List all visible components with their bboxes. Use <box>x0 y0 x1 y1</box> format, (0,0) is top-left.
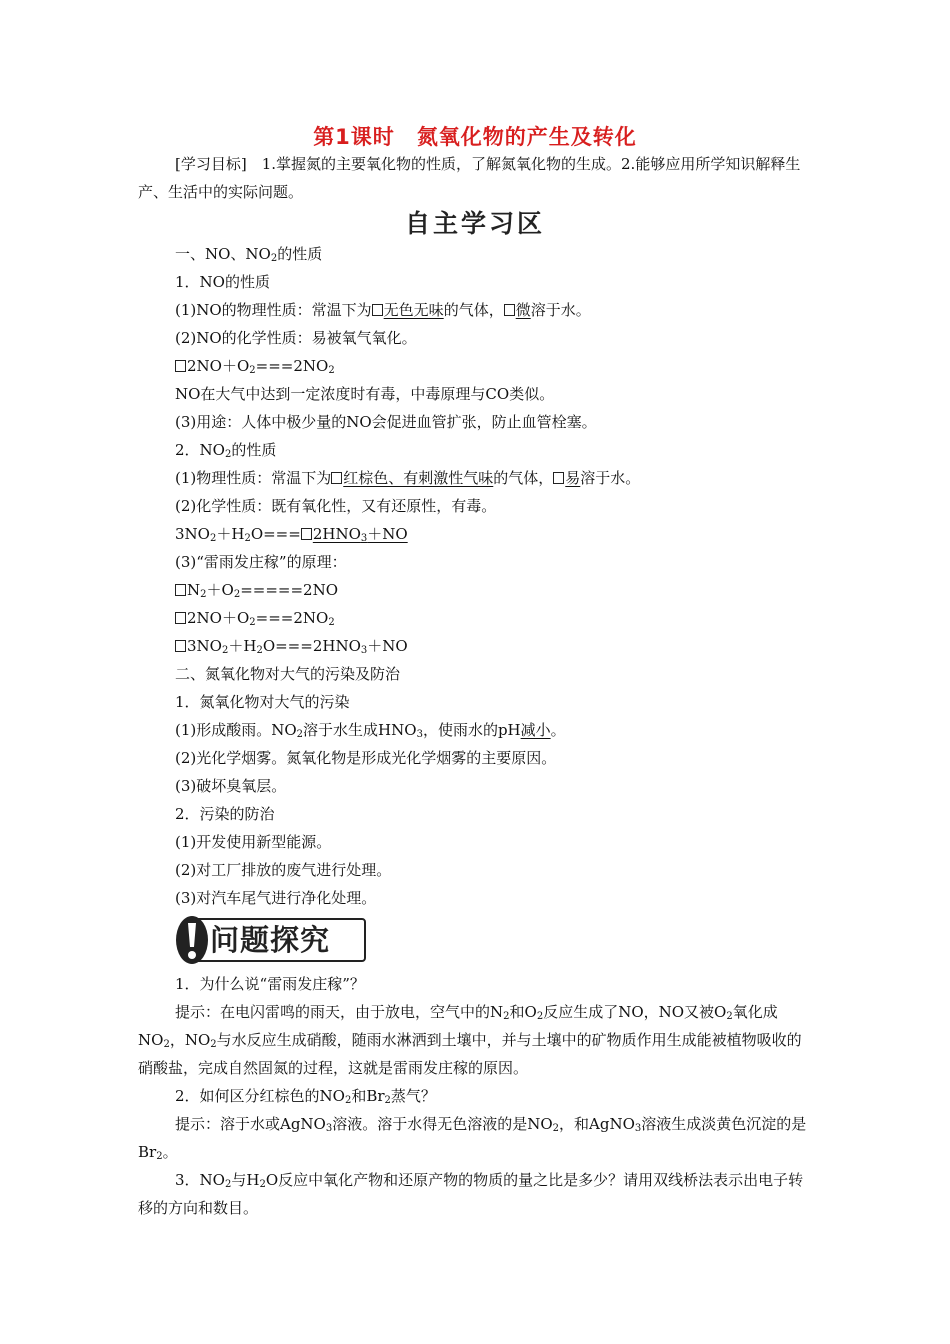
photochemical-smog: (2)光化学烟雾。氮氧化物是形成光化学烟雾的主要原因。 <box>175 749 557 767</box>
ozone-damage: (3)破坏臭氧层。 <box>175 777 287 795</box>
answer-blank: 无色无味 <box>383 301 444 319</box>
answer-box <box>175 584 186 596</box>
subheading-prevention: 2．污染的防治 <box>175 805 275 823</box>
answer-box <box>175 612 186 624</box>
no-chemical-properties: (2)NO的化学性质：易被氧气氧化。 <box>175 329 417 347</box>
answer-box <box>175 360 186 372</box>
learning-objectives: [学习目标] 1.掌握氮的主要氧化物的性质，了解氮氧化物的生成。2.能够应用所学知识解释生产、生活中的实际问题。 <box>138 155 801 201</box>
exclamation-icon <box>174 914 214 966</box>
answer-blank: $2HNO_3+NO$ <box>301 525 408 543</box>
no-toxicity: NO在大气中达到一定浓度时有毒，中毒原理与CO类似。 <box>175 385 555 403</box>
equation-n2-o2: $N_2+O_2=====2NO$ <box>175 576 338 604</box>
lesson-title: 第1课时 氮氧化物的产生及转化 <box>313 125 637 149</box>
banner-title: 问题探究 <box>210 923 331 957</box>
answer-blank: 微 <box>515 301 531 319</box>
answer-box <box>301 528 312 540</box>
section-heading: 自主学习区 <box>404 209 545 238</box>
question-1: 1．为什么说“雷雨发庄稼”？ <box>175 975 365 993</box>
equation-no-oxidation: $2NO+O_2===2NO_2$ <box>175 352 335 380</box>
answer-box <box>175 640 186 652</box>
answer-2: 提示：溶于水或AgNO$_3$溶液。溶于水得无色溶液的是$NO_2$，和AgNO$_3$溶液生成淡黄色沉淀的是$Br_2$。 <box>138 1115 807 1162</box>
prevention-1: (1)开发使用新型能源。 <box>175 833 332 851</box>
no-physical-properties: (1)NO的物理性质：常温下为 无色无味的气体， 微溶于水。 <box>175 301 591 319</box>
prevention-3: (3)对汽车尾气进行净化处理。 <box>175 889 377 907</box>
question-3: 3．$NO_2$与$H_2O$反应中氧化产物和还原产物的物质的量之比是多少？请用双线桥法表示出电子转移的方向和数目。 <box>138 1171 804 1217</box>
thunder-principle: (3)“雷雨发庄稼”的原理： <box>175 553 347 571</box>
heading-pollution: 二、氮氧化物对大气的污染及防治 <box>175 665 401 683</box>
no2-physical-properties: (1)物理性质：常温下为 红棕色、有刺激性气味的气体， 易溶于水。 <box>175 469 641 487</box>
subheading-no2: 2．$NO_2$的性质 <box>175 441 277 460</box>
inquiry-banner <box>174 912 370 964</box>
subheading-pollution: 1．氮氧化物对大气的污染 <box>175 693 350 711</box>
answer-blank: 红棕色、有刺激性气味 <box>343 469 494 487</box>
equation-no2-water: $3NO_2+H_2O=== 2HNO_3+NO$ <box>175 525 408 544</box>
answer-box <box>331 472 342 484</box>
equation-no2-h2o: $3NO_2+H_2O===2HNO_3+NO$ <box>175 632 408 660</box>
answer-blank: 减小 <box>520 721 551 739</box>
answer-1: 提示：在电闪雷鸣的雨天，由于放电，空气中的$N_2$和$O_2$反应生成了NO，NO又被$O_2$氧化成$NO_2$，$NO_2$与水反应生成硝酸，随雨水淋洒到土壤中，并与土壤中的矿物质作用生成能被植物吸收的硝酸盐，完成自然固氮的过程，这就是雷雨发庄稼的原因。 <box>138 1003 802 1077</box>
answer-box <box>504 304 515 316</box>
no-uses: (3)用途：人体中极少量的NO会促进血管扩张，防止血管栓塞。 <box>175 413 597 431</box>
equation-no-o2: $2NO+O_2===2NO_2$ <box>175 604 335 632</box>
prevention-2: (2)对工厂排放的废气进行处理。 <box>175 861 392 879</box>
answer-blank: 易 <box>565 469 581 487</box>
subheading-no: 1．NO的性质 <box>175 273 270 291</box>
answer-box <box>553 472 564 484</box>
answer-box <box>372 304 383 316</box>
acid-rain: (1)形成酸雨。$NO_2$溶于水生成$HNO_3$，使雨水的pH减小。 <box>175 721 566 740</box>
no2-chemical-properties: (2)化学性质：既有氧化性，又有还原性，有毒。 <box>175 497 497 515</box>
question-2: 2．如何区分红棕色的$NO_2$和$Br_2$蒸气？ <box>175 1087 436 1106</box>
heading-no-properties: 一、NO、$NO_2$的性质 <box>175 245 323 264</box>
